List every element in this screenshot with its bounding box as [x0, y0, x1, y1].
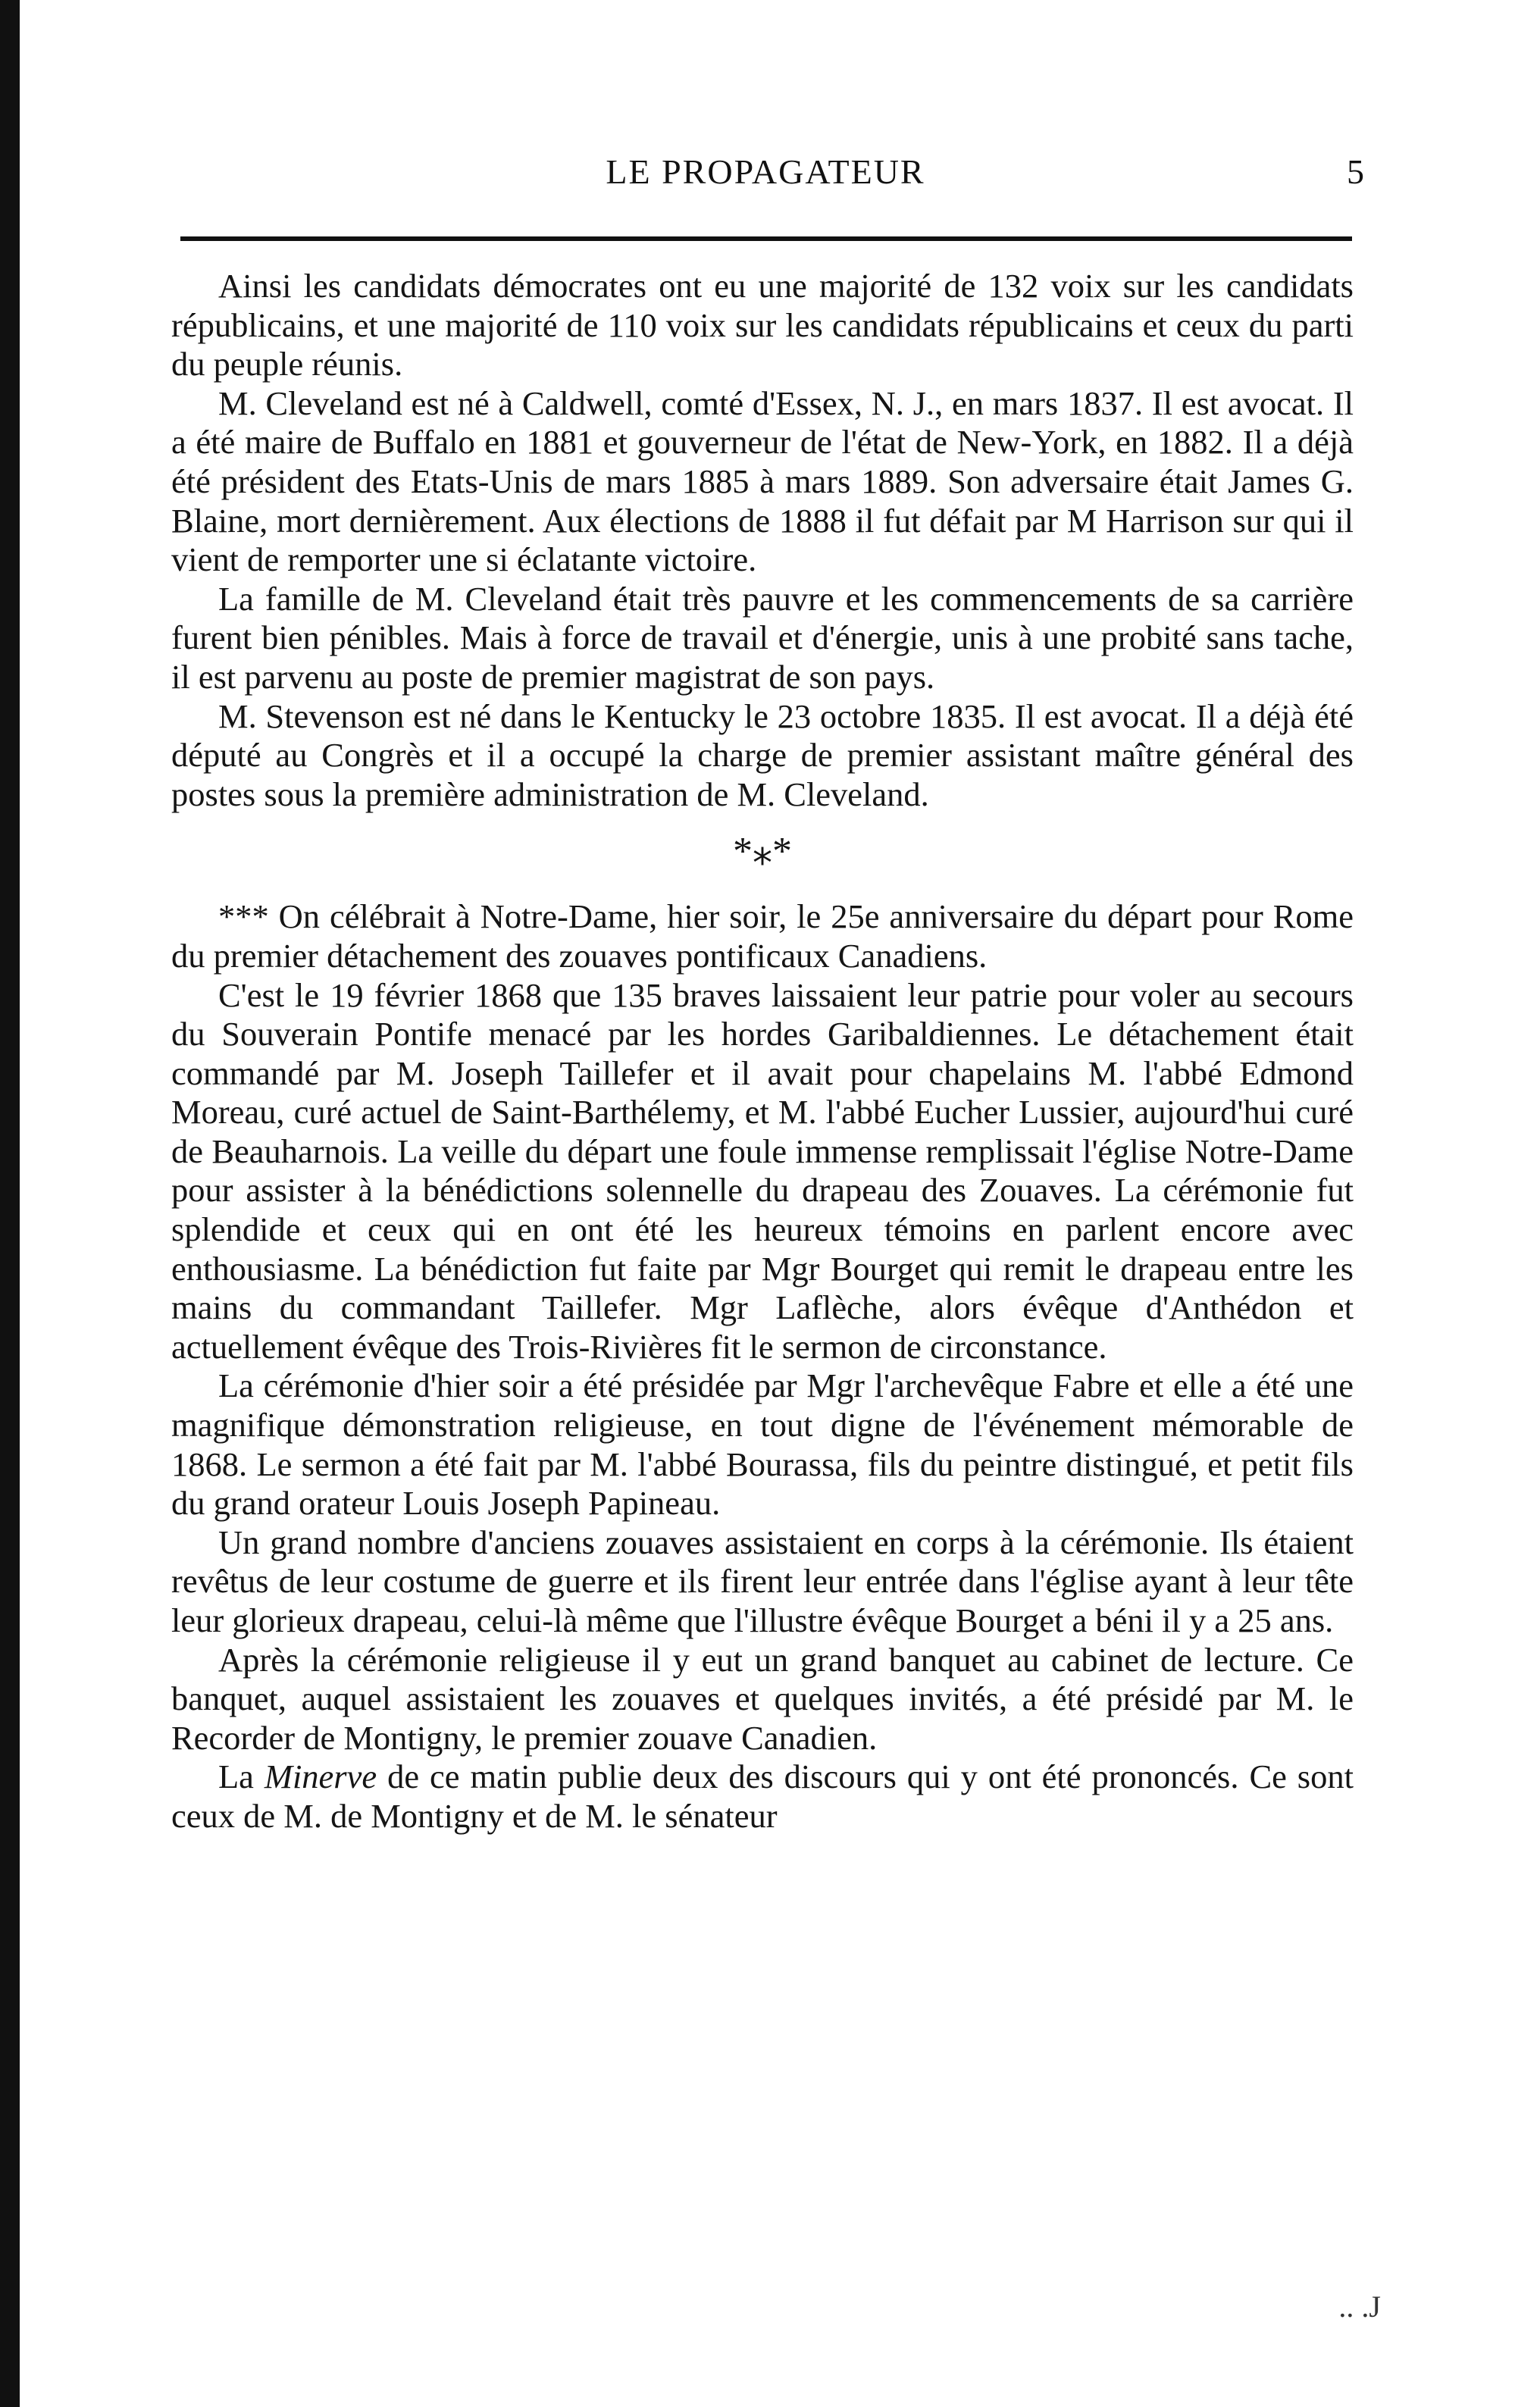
- running-head: LE PROPAGATEUR: [606, 152, 925, 191]
- paragraph: Après la cérémonie religieuse il y eut un grand banquet au cabinet de lecture. Ce banquet, auquel assistaient les zouaves et quelques invités, a été présidé par M. le Recorder de Montigny, le premier zouave Canadien.: [171, 1640, 1354, 1757]
- paragraph: M. Cleveland est né à Caldwell, comté d'Essex, N. J., en mars 1837. Il est avocat. Il a été maire de Buffalo en 1881 et gouverneur de l'état de New-York, en 1882. Il a déjà été président des Etats-Unis de mars 1885 à mars 1889. Son adversaire était James G. Blaine, mort dernièrement. Aux élections de 1888 il fut défait par M Harrison sur qui il vient de remporter une si éclatante victoire.: [171, 383, 1354, 579]
- header-rule: [180, 236, 1352, 241]
- newspaper-title: Minerve: [264, 1758, 377, 1796]
- text-run: La: [218, 1758, 264, 1796]
- paragraph: La famille de M. Cleveland était très pauvre et les commencements de sa carrière furent bien pénibles. Mais à force de travail et d'énergie, unis à une probité sans tache, il est parvenu au poste de premier magistrat de son pays.: [171, 579, 1354, 696]
- text-run: de ce matin publie deux des discours qui y ont été prononcés. Ce sont ceux de M. de Montigny et de M. le sénateur: [171, 1758, 1354, 1835]
- page-number: 5: [1347, 152, 1364, 191]
- paragraph: La cérémonie d'hier soir a été présidée par Mgr l'archevêque Fabre et elle a été une magnifique démonstration religieuse, en tout digne de l'événement mémorable de 1868. Le sermon a été fait par M. l'abbé Bourassa, fils du peintre distingué, et petit fils du grand orateur Louis Joseph Papineau.: [171, 1366, 1354, 1523]
- paragraph: C'est le 19 février 1868 que 135 braves laissaient leur patrie pour voler au secours du Souverain Pontife menacé par les hordes Garibaldiennes. Le détachement était commandé par M. Joseph Taillefer et il avait pour chapelains M. l'abbé Edmond Moreau, curé actuel de Saint-Barthélemy, et M. l'abbé Eucher Lussier, aujourd'hui curé de Beauharnois. La veille du départ une foule immense remplissait l'église Notre-Dame pour assister à la bénédictions solennelle du drapeau des Zouaves. La cérémonie fut splendide et ceux qui en ont été les heureux témoins en parlent encore avec enthousiasme. La bénédiction fut faite par Mgr Bourget qui remit le drapeau entre les mains du commandant Taillefer. Mgr Laflèche, alors évêque d'Anthédon et actuellement évêque des Trois-Rivières fit le sermon de circonstance.: [171, 975, 1354, 1366]
- asterism-separator: *⁎*: [733, 830, 792, 874]
- paragraph: Ainsi les candidats démocrates ont eu une majorité de 132 voix sur les candidats républicains, et une majorité de 110 voix sur les candidats républicains et ceux du parti du peuple réunis.: [171, 267, 1354, 383]
- paragraph: Un grand nombre d'anciens zouaves assistaient en corps à la cérémonie. Ils étaient revêtus de leur costume de guerre et ils firent leur entrée dans l'église ayant à leur tête leur glorieux drapeau, celui-là même que l'illustre évêque Bourget a béni il y a 25 ans.: [171, 1523, 1354, 1639]
- page-header: [167, 152, 1364, 197]
- paragraph: *** On célébrait à Notre-Dame, hier soir, le 25e anniversaire du départ pour Rome du premier détachement des zouaves pontificaux Canadiens.: [171, 897, 1354, 975]
- paragraph-last: [171, 1758, 1354, 1836]
- article-body: [171, 267, 1354, 1836]
- paragraph: M. Stevenson est né dans le Kentucky le 23 octobre 1835. Il est avocat. Il a déjà été député au Congrès et il a occupé la charge de premier assistant maître général des postes sous la première administration de M. Cleveland.: [171, 696, 1354, 813]
- print-mark: .. .J: [1338, 2290, 1381, 2324]
